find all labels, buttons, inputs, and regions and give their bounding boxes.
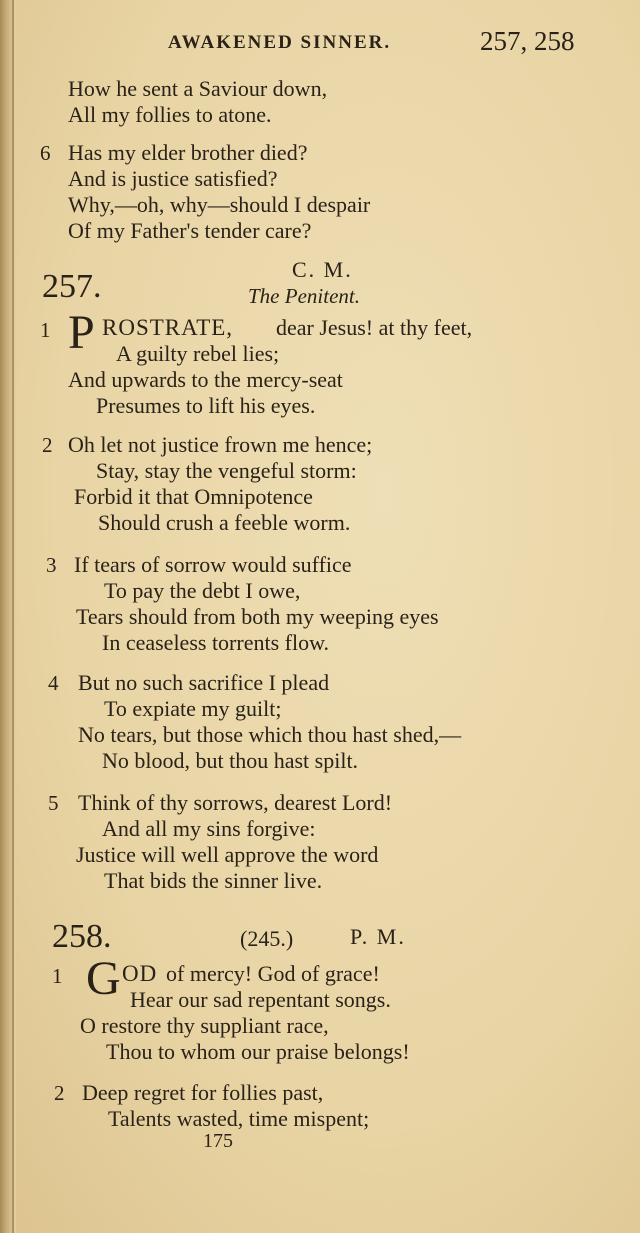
verse-line: Justice will well approve the word xyxy=(76,842,379,867)
verse-line: Think of thy sorrows, dearest Lord! xyxy=(78,790,393,815)
hymn-reference: (245.) xyxy=(240,926,294,951)
hymn-number: 257. xyxy=(42,268,102,305)
verse-line: To pay the debt I owe, xyxy=(104,578,301,603)
capitalized-word: ROSTRATE, xyxy=(102,315,234,340)
verse-line: Has my elder brother died? xyxy=(68,140,308,165)
verse-number: 4 xyxy=(48,671,59,695)
verse-line: No tears, but those which thou hast shed,— xyxy=(78,722,462,747)
verse-line: Forbid it that Omnipotence xyxy=(74,484,313,509)
verse-number: 5 xyxy=(48,791,59,815)
verse-line: And upwards to the mercy-seat xyxy=(68,367,343,392)
verse-line: That bids the sinner live. xyxy=(104,868,323,893)
verse-line: To expiate my guilt; xyxy=(104,696,282,721)
verse-line: In ceaseless torrents flow. xyxy=(102,630,330,655)
drop-cap: G xyxy=(86,952,121,1005)
verse-line: If tears of sorrow would suffice xyxy=(74,552,352,577)
verse-number: 3 xyxy=(46,553,57,577)
verse-line: dear Jesus! at thy feet, xyxy=(276,315,473,340)
hymn-number: 258. xyxy=(52,918,112,955)
folio-number: 175 xyxy=(203,1130,233,1152)
hymn-meter: C. M. xyxy=(292,257,353,282)
verse-line: Thou to whom our praise belongs! xyxy=(106,1039,410,1064)
running-head: AWAKENED SINNER. xyxy=(168,32,392,53)
verse-line: O restore thy suppliant race, xyxy=(80,1013,329,1038)
verse-line: Stay, stay the vengeful storm: xyxy=(96,458,357,483)
verse-line: No blood, but thou hast spilt. xyxy=(102,748,359,773)
verse-line: Deep regret for follies past, xyxy=(82,1080,324,1105)
verse-number: 1 xyxy=(40,318,51,342)
hymn-meter: P. M. xyxy=(350,924,406,949)
verse-line: And is justice satisfied? xyxy=(68,166,278,191)
hymn-title: The Penitent. xyxy=(248,284,360,308)
verse-line: of mercy! God of grace! xyxy=(166,961,380,986)
page-numbers: 257, 258 xyxy=(480,26,575,56)
verse-line: Oh let not justice frown me hence; xyxy=(68,432,373,457)
verse-line: Talents wasted, time mispent; xyxy=(108,1106,370,1131)
verse-line: Presumes to lift his eyes. xyxy=(96,393,316,418)
verse-line: All my follies to atone. xyxy=(68,102,272,127)
verse-number: 6 xyxy=(40,141,51,165)
verse-line: And all my sins forgive: xyxy=(102,816,316,841)
page-edge-line xyxy=(12,0,14,1233)
verse-number: 2 xyxy=(54,1081,65,1105)
verse-line: A guilty rebel lies; xyxy=(116,341,280,366)
verse-line: Tears should from both my weeping eyes xyxy=(76,604,439,629)
verse-number: 2 xyxy=(42,433,53,457)
verse-line: Why,—oh, why—should I despair xyxy=(68,192,371,217)
drop-cap: P xyxy=(68,306,95,359)
verse-line: How he sent a Saviour down, xyxy=(68,76,328,101)
verse-line: Should crush a feeble worm. xyxy=(98,510,351,535)
verse-line: Hear our sad repentant songs. xyxy=(130,987,391,1012)
capitalized-word: OD xyxy=(122,961,158,986)
verse-line: But no such sacrifice I plead xyxy=(78,670,330,695)
verse-number: 1 xyxy=(52,964,63,988)
verse-line: Of my Father's tender care? xyxy=(68,218,312,243)
